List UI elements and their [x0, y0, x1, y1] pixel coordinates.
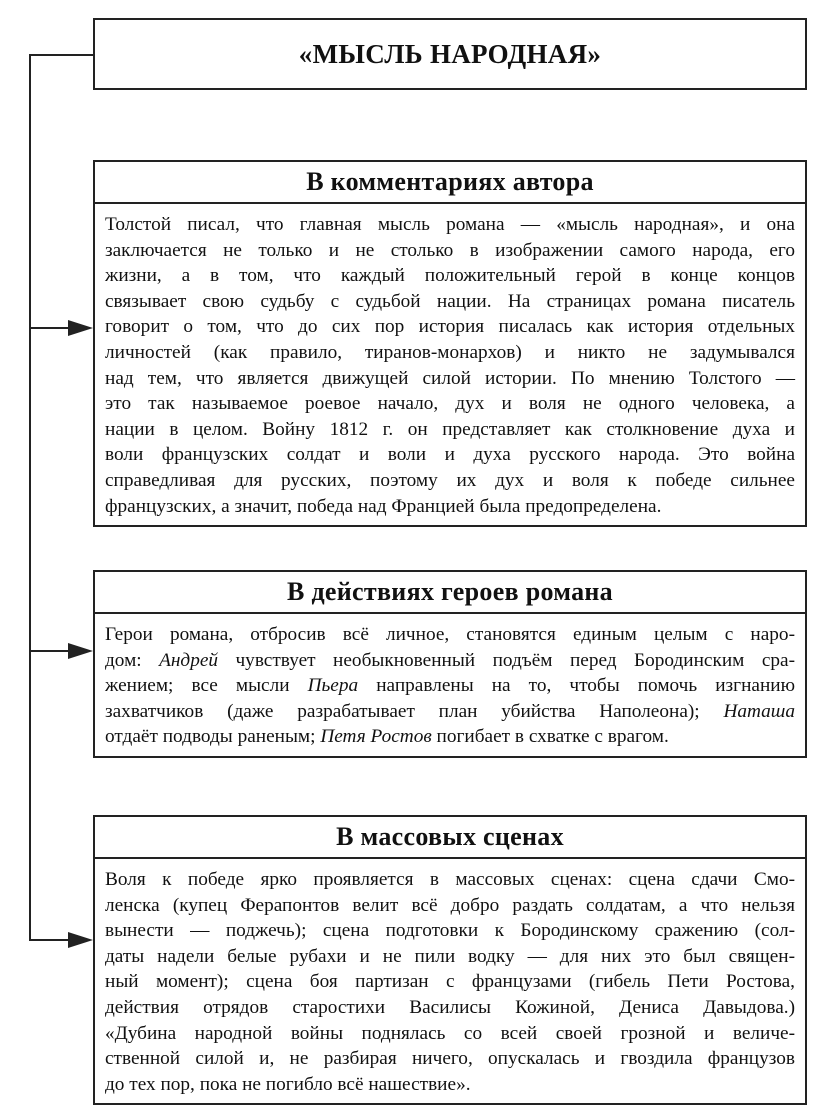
section-heading: В действиях героев романа — [95, 572, 805, 614]
text-segment: Воля к победе ярко проявляется в массовых сценах: сцена сдачи Смо- — [105, 869, 795, 890]
arrow-right-icon — [68, 320, 93, 336]
text-segment: направлены на то, чтобы помочь изгнанию — [358, 675, 795, 697]
text-line — [105, 212, 795, 238]
text-line — [105, 391, 795, 417]
section-body — [95, 859, 805, 1103]
text-line — [105, 1021, 795, 1047]
text-segment: чувствует необыкновенный подъём перед Бородинским сра- — [218, 649, 795, 671]
text-line — [105, 673, 795, 699]
character-name: Петя Ростов — [320, 726, 432, 748]
text-segment: даты надели белые рубахи и не пили водку — для них это был священ- — [105, 945, 795, 967]
section-heading: В массовых сценах — [95, 817, 805, 859]
connector-trunk-line — [29, 54, 31, 941]
text-line — [105, 918, 795, 944]
text-line — [105, 289, 795, 315]
character-name: Андрей — [159, 649, 219, 671]
text-segment: захватчиков (даже разрабатывает план убийства Наполеона); — [105, 700, 724, 722]
text-segment: погибает в схватке с врагом. — [431, 726, 669, 748]
text-segment: ный момент); сцена боя партизан с французами (гибель Пети Ростова, — [105, 971, 795, 993]
text-segment: Толстой писал, что главная мысль романа — «мысль народная», и она — [105, 214, 795, 235]
text-segment: жизни, а в том, что каждый положительный герой в конце концов — [105, 265, 795, 287]
character-name: Наташа — [723, 700, 795, 722]
text-segment: заключается не только и не столько в изображении самого народа, его — [105, 239, 795, 261]
text-segment: ленска (купец Ферапонтов велит всё добро раздать солдатам, а что нельзя — [105, 894, 795, 916]
text-segment: связывает свою судьбу с судьбой нации. На страницах романа писатель — [105, 290, 795, 312]
text-segment: воли французских солдат и воли и духа русского народа. Это война — [105, 444, 795, 466]
text-line — [105, 995, 795, 1021]
text-line — [105, 238, 795, 264]
main-title: «МЫСЛЬ НАРОДНАЯ» — [298, 38, 602, 69]
section-heroes-actions — [93, 570, 807, 758]
text-segment: над тем, что является движущей силой истории. По мнению Толстого — — [105, 367, 795, 389]
connector-line-3 — [29, 939, 73, 941]
text-line — [105, 969, 795, 995]
text-segment: личностей (как правило, тиранов-монархов) и никто не задумывался — [105, 341, 795, 363]
connector-line-1 — [29, 327, 73, 329]
text-segment: это так называемое роевое начало, дух и воля не одного человека, а — [105, 393, 795, 415]
text-line — [105, 724, 795, 750]
text-segment: нации в целом. Войну 1812 г. он представляет как столкновение духа и — [105, 418, 795, 440]
text-line — [105, 893, 795, 919]
text-segment: жением; все мысли — [105, 675, 308, 697]
text-line — [105, 944, 795, 970]
text-line — [105, 417, 795, 443]
text-segment: Герои романа, отбросив всё личное, становятся единым целым с наро- — [105, 624, 795, 645]
text-segment: говорит о том, что до сих пор история писалась как история отдельных — [105, 316, 795, 338]
section-body — [95, 204, 805, 525]
arrow-right-icon — [68, 643, 93, 659]
text-line — [105, 442, 795, 468]
section-body — [95, 614, 805, 756]
text-line — [105, 314, 795, 340]
section-heading: В комментариях автора — [95, 162, 805, 204]
text-segment: французских, а значит, победа над Францией была предопределена. — [105, 495, 662, 517]
text-line — [105, 263, 795, 289]
text-line — [105, 867, 795, 893]
main-title-box — [93, 18, 807, 90]
text-line — [105, 366, 795, 392]
section-author-comments — [93, 160, 807, 527]
text-segment: «Дубина народной войны поднялась со всей своей грозной и величе- — [105, 1022, 795, 1044]
text-line — [105, 468, 795, 494]
arrow-right-icon — [68, 932, 93, 948]
text-line — [105, 648, 795, 674]
text-line — [105, 1046, 795, 1072]
text-segment: ственной силой и, не разбирая ничего, опускалась и гвоздила французов — [105, 1048, 795, 1070]
text-line — [105, 622, 795, 648]
text-line — [105, 494, 795, 520]
text-segment: отдаёт подводы раненым; — [105, 726, 321, 748]
text-segment: дом: — [105, 649, 160, 671]
text-segment: справедливая для русских, поэтому их дух и воля к победе сильнее — [105, 469, 795, 491]
section-mass-scenes — [93, 815, 807, 1105]
text-segment: вынести — поджечь); сцена подготовки к Бородинскому сражению (сол- — [105, 920, 795, 942]
connector-line-2 — [29, 650, 73, 652]
text-segment: действия отрядов старостихи Василисы Кожиной, Дениса Давыдова.) — [105, 996, 795, 1018]
text-segment: до тех пор, пока не погибло всё нашествие». — [105, 1073, 471, 1095]
text-line — [105, 699, 795, 725]
connector-top-line — [29, 54, 93, 56]
text-line — [105, 340, 795, 366]
character-name: Пьера — [307, 675, 359, 697]
